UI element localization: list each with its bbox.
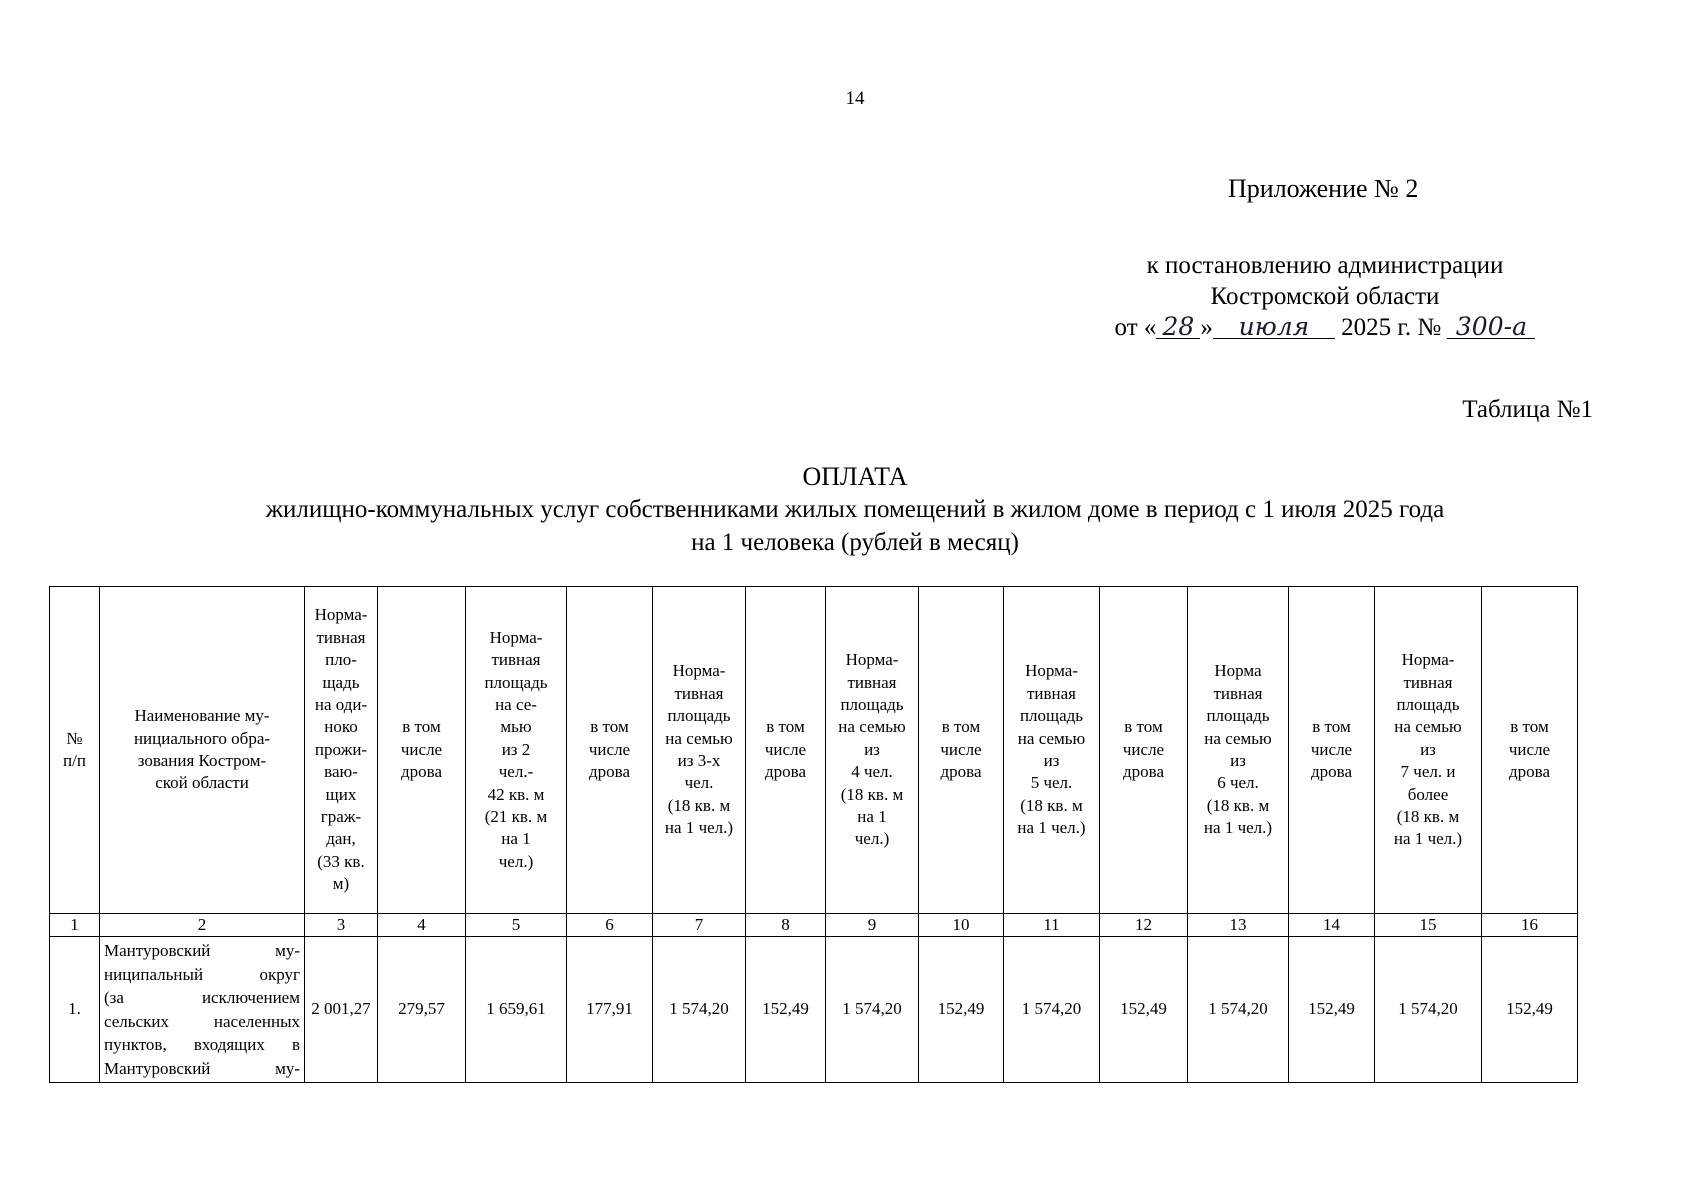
decree-reference [1100,250,1550,343]
column-number-7: 7 [653,914,746,937]
handwritten-day: 28 [1156,316,1200,339]
document-title [150,460,1560,559]
header-line: в том [1312,717,1351,737]
value-cell-col-4: 279,57 [378,937,466,1083]
tariff-table [49,586,1578,1083]
page-number: 14 [845,88,865,109]
header-line: щадь [322,672,360,692]
value-cell-col-12: 152,49 [1100,937,1188,1083]
header-cell-col-4 [378,587,466,914]
column-number-6: 6 [567,914,653,937]
municipality-name-line: сельских населенных [104,1011,300,1031]
header-line: в том [1510,717,1549,737]
header-line: 4 чел. [851,762,893,782]
value-cell-col-15: 1 574,20 [1375,937,1482,1083]
header-line: Норма- [1401,650,1455,670]
header-line: 6 чел. [1217,773,1259,793]
header-line: (33 кв. [317,851,365,871]
header-line: ваю- [324,762,358,782]
date-year: 2025 г. № [1334,314,1448,341]
value-cell-col-6: 177,91 [567,937,653,1083]
column-number-16: 16 [1482,914,1578,937]
decree-line-2: Костромской области [1210,283,1440,310]
municipality-name-line: (за исключением [104,988,300,1007]
header-line: на семью [1017,728,1086,748]
value-cell-col-7: 1 574,20 [653,937,746,1083]
header-line: Норма- [845,650,899,670]
header-line: прожи- [314,739,368,759]
header-line: числе [400,739,443,759]
header-line: площадь [484,672,548,692]
row-number: 1. [50,937,100,1083]
title-main: ОПЛАТА [802,462,908,491]
header-line: из [1043,751,1060,770]
column-number-15: 15 [1375,914,1482,937]
header-cell-col-10 [919,587,1004,914]
municipality-name-line: ниципальный округ [104,964,300,984]
header-line: числе [764,739,807,759]
header-cell-col-6 [567,587,653,914]
header-line: дрова [1311,762,1352,782]
header-line: дрова [1123,762,1164,782]
header-line: площадь [1396,694,1460,714]
header-line: № [66,728,83,748]
header-line: тивная [1026,683,1077,703]
header-line: на 1 чел.) [1017,818,1086,838]
header-line: зования Костром- [137,751,267,770]
header-cell-col-8 [746,587,826,914]
value-cell-col-5: 1 659,61 [466,937,567,1083]
municipality-name-line: Мантуровский му- [104,1058,300,1078]
header-line: Норма- [314,605,368,625]
municipality-name [100,937,305,1083]
header-line: на 1 чел.) [1393,829,1463,849]
header-line: более [1407,784,1449,804]
header-line: (18 кв. м [1206,795,1270,815]
header-cell-col-16 [1482,587,1578,914]
header-line: на 1 чел.) [664,818,734,838]
header-line: чел. [684,773,714,793]
header-line: дрова [765,762,806,782]
header-line: из [864,739,880,759]
header-line: на семью [1394,717,1462,737]
header-cell-col-15 [1375,587,1482,914]
header-line: ской области [155,773,249,793]
date-prefix: от « [1114,314,1157,341]
table-header-row [50,587,1578,914]
header-line: числе [1122,739,1165,759]
header-line: п/п [63,751,86,770]
handwritten-month: июля [1213,316,1335,339]
header-line: числе [1310,739,1353,759]
header-cell-col-3 [305,587,378,914]
column-number-13: 13 [1188,914,1289,937]
header-line: в том [766,717,805,737]
header-line: Норма- [672,661,726,681]
header-line: щих [325,784,357,804]
municipality-name-line: Мантуровский му- [104,941,300,960]
header-line: тивная [1213,683,1263,703]
value-cell-col-9: 1 574,20 [826,937,919,1083]
appendix-title: Приложение № 2 [1228,174,1419,203]
column-number-3: 3 [305,914,378,937]
header-line: дрова [589,762,630,782]
header-line: (18 кв. м [1396,807,1460,827]
header-line: площадь [1206,706,1270,726]
column-number-4: 4 [378,914,466,937]
header-line: мью [500,717,532,737]
header-line: чел.) [854,829,890,849]
date-mid: » [1200,314,1213,341]
header-line: из 3-х [677,751,721,770]
column-number-10: 10 [919,914,1004,937]
header-line: Норма- [489,627,543,647]
header-cell-col-14 [1289,587,1375,914]
header-line: в том [1124,717,1163,737]
column-number-row [50,914,1578,937]
header-line: на семью [665,728,733,748]
header-line: площадь [1019,706,1084,726]
header-line: на 1 чел.) [1203,818,1273,838]
header-line: на семью [1204,728,1272,748]
table-row [50,937,1578,1083]
value-cell-col-16: 152,49 [1482,937,1578,1083]
value-cell-col-11: 1 574,20 [1004,937,1100,1083]
column-number-2: 2 [100,914,305,937]
header-line: тивная [847,672,897,692]
column-number-1: 1 [50,914,100,937]
header-line: ноко [324,717,358,737]
header-line: чел.- [498,762,534,782]
header-line: тивная [491,650,541,670]
header-line: Норма [1214,661,1262,681]
header-line: дрова [1509,762,1550,782]
column-number-9: 9 [826,914,919,937]
header-line: площадь [667,706,731,726]
header-line: дрова [401,762,442,782]
decree-line-1: к постановлению администрации [1146,252,1504,279]
handwritten-decree-number: 300-а [1447,316,1535,339]
header-line: дан, [326,829,356,849]
header-line: числе [1508,739,1551,759]
decree-date-line [1100,312,1550,343]
header-line: тивная [316,627,366,647]
header-line: в том [941,717,981,737]
header-cell-col-12 [1100,587,1188,914]
value-cell-col-3: 2 001,27 [305,937,378,1083]
header-line: (18 кв. м [840,784,904,804]
header-line: в том [590,717,629,737]
header-line: нициального обра- [133,728,271,748]
header-line: тивная [674,683,724,703]
value-cell-col-8: 152,49 [746,937,826,1083]
header-line: 5 чел. [1030,773,1073,793]
header-line: 42 кв. м [487,784,545,804]
header-line: пло- [325,650,357,670]
title-line-3: на 1 человека (рублей в месяц) [691,529,1019,556]
header-line: на 1 [857,807,887,827]
header-cell-col-7 [653,587,746,914]
header-line: дрова [940,762,982,782]
value-cell-col-10: 152,49 [919,937,1004,1083]
header-line: числе [940,739,982,759]
header-line: 7 чел. и [1400,762,1456,782]
value-cell-col-14: 152,49 [1289,937,1375,1083]
value-cell-col-13: 1 574,20 [1188,937,1289,1083]
header-line: на се- [495,694,537,714]
header-line: из [1420,739,1436,759]
header-line: на семью [838,717,906,737]
column-number-5: 5 [466,914,567,937]
header-line: чел.) [498,851,534,871]
header-cell-col-13 [1188,587,1289,914]
header-line: (18 кв. м [1020,795,1083,815]
header-line: (21 кв. м [484,807,548,827]
header-line: м) [332,874,350,894]
title-line-2: жилищно-коммунальных услуг собственниками жилых помещений в жилом доме в период с 1 июля 2025 года [265,496,1445,523]
header-line: в том [402,717,441,737]
column-number-8: 8 [746,914,826,937]
header-cell-col-9 [826,587,919,914]
header-line: (18 кв. м [667,795,731,815]
header-line: Норма- [1025,661,1078,681]
table-label: Таблица №1 [1462,396,1593,423]
header-line: из [1230,751,1246,770]
header-line: из 2 [501,739,531,759]
header-cell-col-5 [466,587,567,914]
header-cell-col-1 [50,587,100,914]
header-line: на оди- [314,694,368,714]
header-line: на 1 [501,829,531,849]
header-line: площадь [840,694,904,714]
column-number-12: 12 [1100,914,1188,937]
column-number-14: 14 [1289,914,1375,937]
municipality-name-line: пунктов, входящих в [104,1035,300,1054]
header-line: числе [588,739,631,759]
header-cell-col-11 [1004,587,1100,914]
header-line: граж- [320,807,362,827]
header-line: тивная [1403,672,1453,692]
header-cell-col-2 [100,587,305,914]
header-line: Наименование му- [134,706,270,726]
column-number-11: 11 [1004,914,1100,937]
